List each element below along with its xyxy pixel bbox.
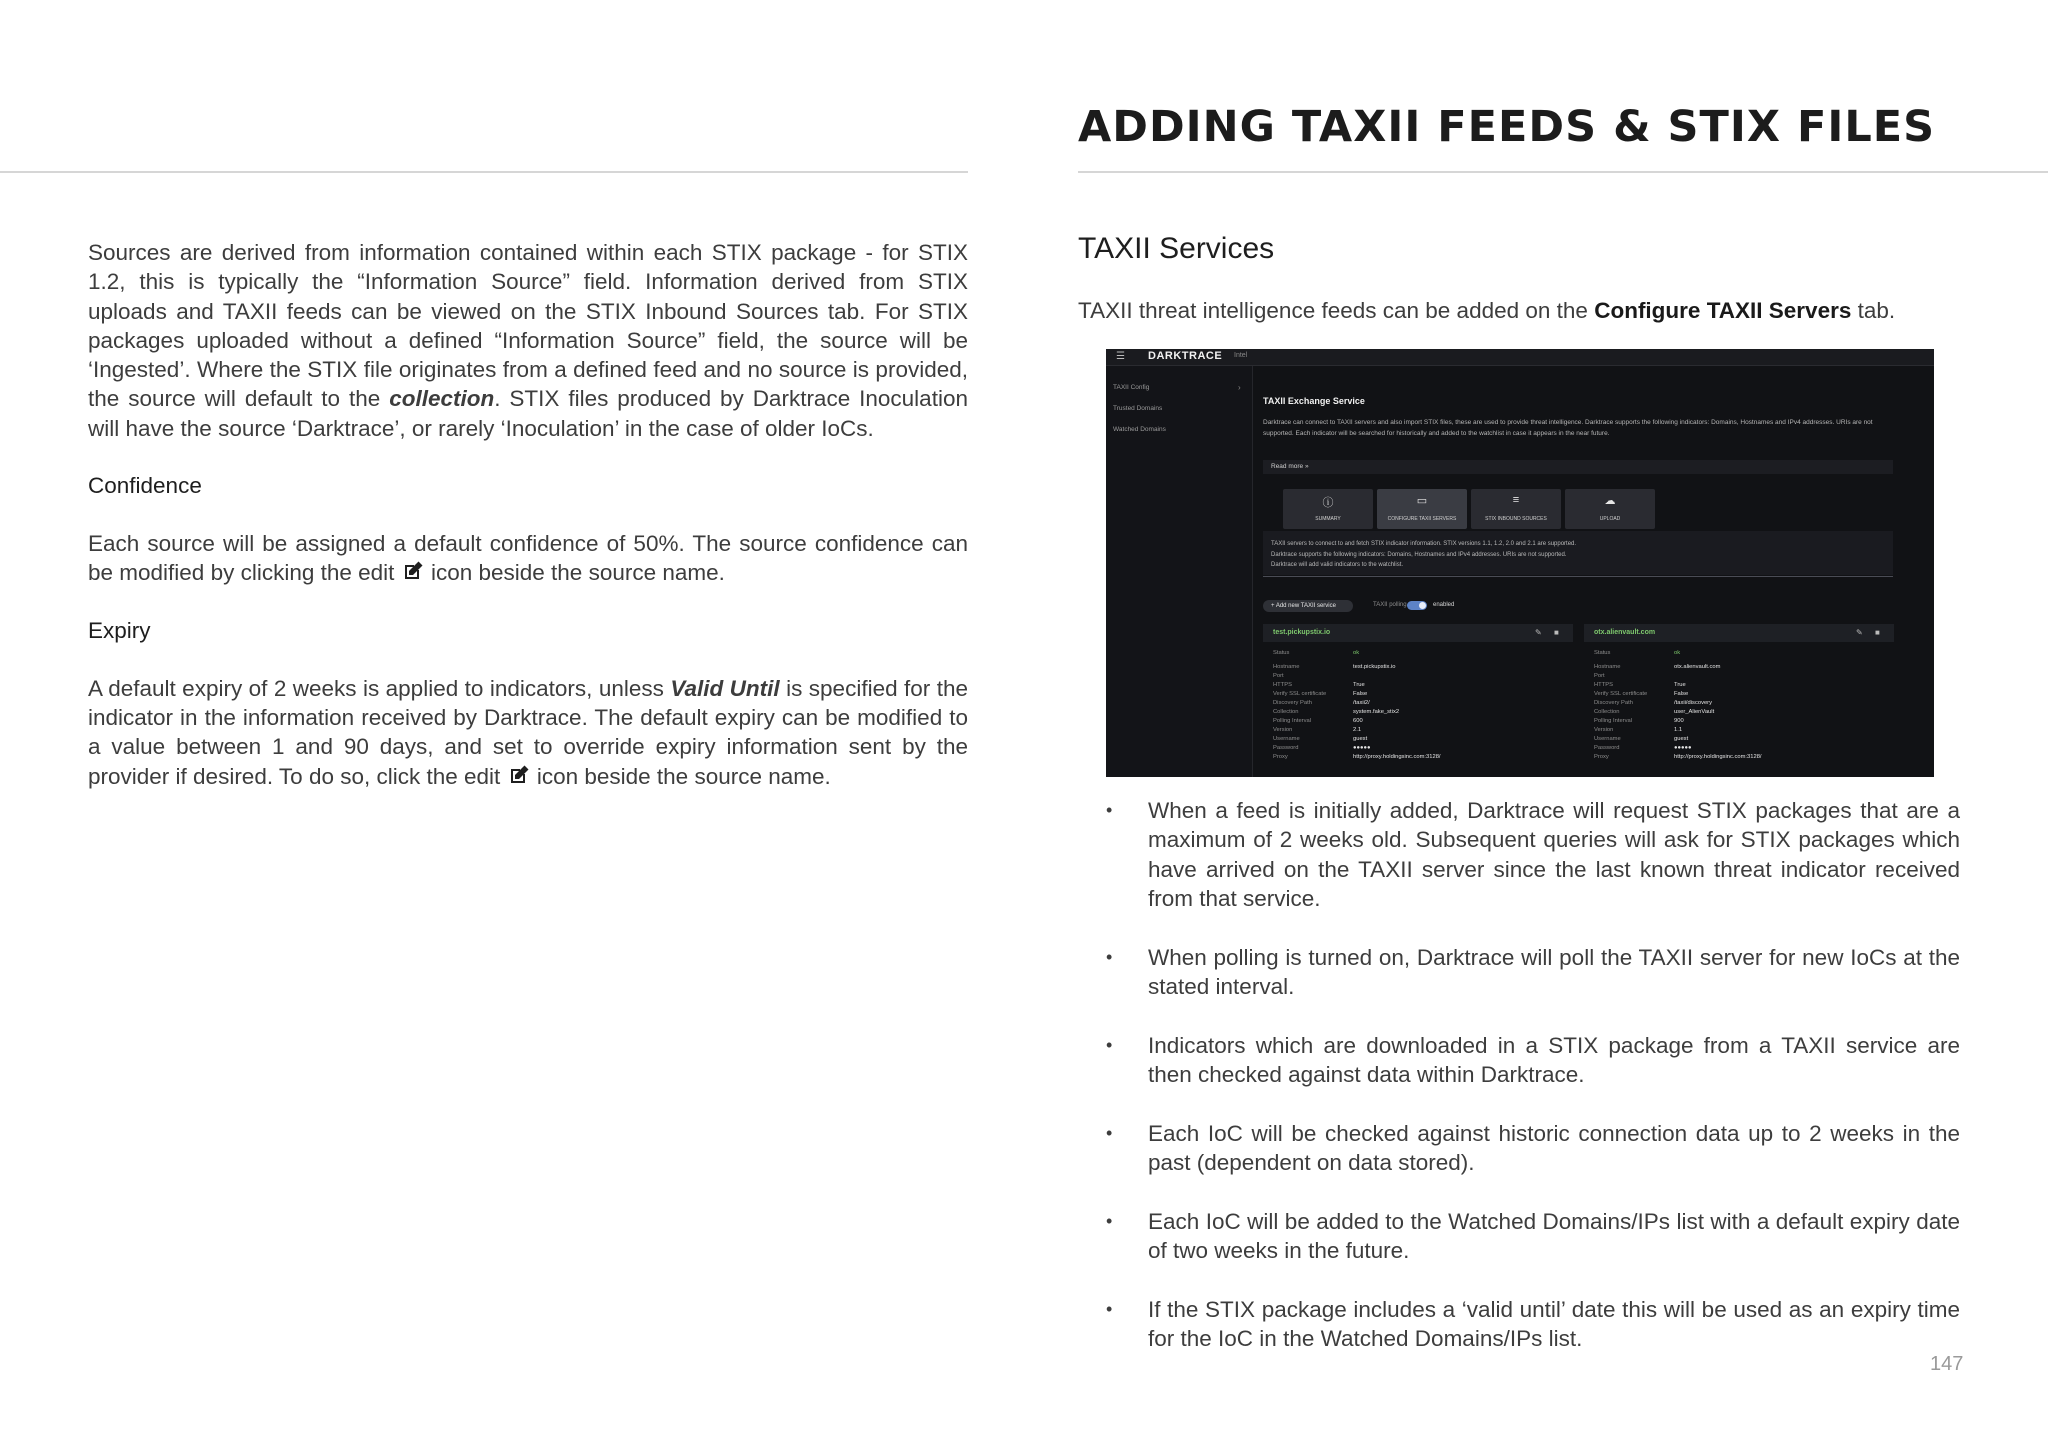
taxii-service-card xyxy=(1263,624,1573,774)
left-divider xyxy=(0,171,968,173)
confidence-text: Each source will be assigned a default confidence of 50%. The source confidence can be modified by clicking the edit xyxy=(88,531,968,586)
sources-paragraph xyxy=(88,238,968,443)
field-label: HTTPS xyxy=(1273,682,1293,688)
field-value: user_AlienVault xyxy=(1674,709,1715,715)
confidence-heading: Confidence xyxy=(88,473,202,499)
bullet-text: When polling is turned on, Darktrace will poll the TAXII server for new IoCs at the stated interval. xyxy=(1148,944,1960,999)
field-value: ok xyxy=(1353,650,1360,656)
polling-label: TAXII polling xyxy=(1373,602,1407,608)
configure-taxii-servers-emphasis: Configure TAXII Servers xyxy=(1594,298,1852,323)
left-column xyxy=(88,238,968,791)
intro-text: TAXII threat intelligence feeds can be added on the xyxy=(1078,298,1588,323)
field-label: Version xyxy=(1273,727,1293,733)
list-item xyxy=(1106,796,1960,913)
field-value: test.pickupstix.io xyxy=(1353,664,1396,670)
field-value: ●●●●● xyxy=(1674,745,1692,751)
list-item xyxy=(1106,1031,1960,1090)
field-value: guest xyxy=(1353,736,1368,742)
field-value: True xyxy=(1674,682,1686,688)
list-icon: ≡ xyxy=(1512,494,1520,506)
sidebar-item-watched-domains[interactable]: Watched Domains xyxy=(1113,426,1166,433)
taxii-bullet-list xyxy=(1106,796,1960,1383)
edit-icon[interactable]: ✎ xyxy=(1535,628,1542,637)
bullet-text: Indicators which are downloaded in a STIX package from a TAXII service are then checked against data within Darktrace. xyxy=(1148,1032,1960,1088)
field-label: Version xyxy=(1594,727,1614,733)
bullet-text: If the STIX package includes a ‘valid until’ date this will be used as an expiry time for the IoC in the Watched Domains/IPs list. xyxy=(1148,1297,1960,1352)
polling-state: enabled xyxy=(1433,602,1455,608)
bullet-dot: • xyxy=(1106,800,1113,820)
field-label: Discovery Path xyxy=(1594,700,1633,706)
field-label: Polling Interval xyxy=(1273,718,1312,724)
panel-description: Darktrace can connect to TAXII servers and also import STIX files, these are used to provide threat intelligence. Darktrace supports the following indicators: Domains, Hostnames and IPv4 addresses. URIs are not supported. Each indicator will be searched for historically and added to the watchlist in case it appears in the near future. xyxy=(1263,419,1873,437)
info-box xyxy=(1263,531,1893,575)
field-value: guest xyxy=(1674,736,1689,742)
card-hostname: test.pickupstix.io xyxy=(1273,629,1331,636)
section-title: TAXII Services xyxy=(1078,232,1275,265)
taxii-service-card xyxy=(1584,624,1894,774)
trash-icon[interactable]: ■ xyxy=(1554,628,1559,637)
main-panel xyxy=(1253,366,1934,777)
expiry-paragraph xyxy=(88,674,968,791)
field-value: http://proxy.holdingsinc.com:3128/ xyxy=(1674,754,1762,760)
field-value: /taxii/discovery xyxy=(1674,700,1713,706)
field-label: Port xyxy=(1594,673,1605,679)
field-value: http://proxy.holdingsinc.com:3128/ xyxy=(1353,754,1441,760)
field-label: Hostname xyxy=(1273,664,1300,670)
field-label: Collection xyxy=(1594,709,1620,715)
cloud-upload-icon: ☁ xyxy=(1604,495,1616,507)
field-label: Status xyxy=(1273,650,1290,656)
field-label: Username xyxy=(1594,736,1621,742)
confidence-text-end: icon beside the source name. xyxy=(430,560,725,586)
field-label: Port xyxy=(1273,673,1284,679)
field-label: Proxy xyxy=(1273,754,1288,760)
panel-title: TAXII Exchange Service xyxy=(1263,396,1365,406)
expiry-text-end: icon beside the source name. xyxy=(536,763,831,789)
field-label: Verify SSL certificate xyxy=(1594,691,1648,697)
field-label: Proxy xyxy=(1594,754,1609,760)
list-item xyxy=(1106,1119,1960,1178)
tab-label: CONFIGURE TAXII SERVERS xyxy=(1387,516,1457,522)
field-label: HTTPS xyxy=(1594,682,1614,688)
brand-logo: DARKTRACE xyxy=(1148,350,1223,362)
bullet-text: Each IoC will be added to the Watched Domains/IPs list with a default expiry date of two weeks in the future. xyxy=(1148,1208,1960,1264)
list-item xyxy=(1106,943,1960,1002)
list-item xyxy=(1106,1207,1960,1266)
bullet-dot: • xyxy=(1106,1034,1113,1055)
taxii-config-screenshot xyxy=(1106,349,1934,777)
card-header xyxy=(1584,624,1894,642)
expiry-text: A default expiry of 2 weeks is applied to indicators, unless xyxy=(88,675,664,701)
field-value: 1.1 xyxy=(1674,727,1683,733)
card-hostname: otx.alienvault.com xyxy=(1594,629,1656,636)
page-number: 147 xyxy=(1930,1353,1964,1375)
sources-text-end: . STIX files produced by Darktrace Inoculation will have the source ‘Darktrace’, or rarely ‘Inoculation’ in the case of older IoCs. xyxy=(88,386,968,441)
field-label: Password xyxy=(1273,745,1299,751)
info-line: Darktrace supports the following indicators: Domains, Hostnames and IPv4 addresses. URIs are not supported. xyxy=(1271,551,1567,558)
bullet-dot: • xyxy=(1106,1299,1113,1320)
collection-emphasis: collection xyxy=(389,386,495,412)
brand-subtitle: Intel xyxy=(1234,352,1248,359)
info-line: Darktrace will add valid indicators to the watchlist. xyxy=(1271,562,1404,568)
field-label: Hostname xyxy=(1594,664,1621,670)
page-title: ADDING TAXII FEEDS & STIX FILES xyxy=(1078,102,1936,152)
expiry-text-mid: is specified for the indicator in the information received by Darktrace. The default expiry can be modified to a value between 1 and 90 days, and set to override expiry information sent by the provider if desired. To do so, click the edit xyxy=(88,675,968,789)
bullet-dot: • xyxy=(1106,1122,1113,1143)
read-more-link[interactable]: Read more » xyxy=(1263,460,1893,474)
chevron-right-icon: › xyxy=(1238,383,1241,392)
tab-stix-inbound-sources[interactable] xyxy=(1471,489,1561,529)
tab-summary[interactable] xyxy=(1283,489,1373,529)
confidence-paragraph xyxy=(88,529,968,588)
sources-text: Sources are derived from information contained within each STIX package - for STIX 1.2, this is typically the “Information Source” field. Information derived from STIX uploads and TAXII feeds can be viewed on the STIX Inbound Sources tab. For STIX packages uploaded without a defined “Information Source” field, the source will be ‘Ingested’. Where the STIX file originates from a defined feed and no source is provided, the source will default to the xyxy=(88,240,968,412)
bullet-dot: • xyxy=(1106,946,1113,967)
tab-configure-taxii-servers[interactable] xyxy=(1377,489,1467,529)
edit-icon xyxy=(507,763,531,787)
sidebar xyxy=(1106,366,1253,777)
expiry-heading: Expiry xyxy=(88,617,151,643)
field-value: 2.1 xyxy=(1353,727,1362,733)
hamburger-menu-icon[interactable]: ☰ xyxy=(1116,351,1125,362)
field-value: ok xyxy=(1674,650,1681,656)
edit-icon[interactable]: ✎ xyxy=(1856,628,1863,637)
sidebar-item-trusted-domains[interactable]: Trusted Domains xyxy=(1113,405,1163,412)
list-item xyxy=(1106,1295,1960,1354)
field-label: Verify SSL certificate xyxy=(1273,691,1327,697)
field-value: ●●●●● xyxy=(1353,745,1371,751)
tab-label: UPLOAD xyxy=(1599,516,1621,522)
bullet-text: Each IoC will be checked against historic connection data up to 2 weeks in the past (dependent on data stored). xyxy=(1148,1120,1960,1176)
add-taxii-service-button[interactable]: + Add new TAXII service xyxy=(1263,600,1353,612)
tab-upload[interactable] xyxy=(1565,489,1655,529)
taxii-intro xyxy=(1078,298,1960,324)
right-column xyxy=(1078,232,1960,324)
field-label: Password xyxy=(1594,745,1620,751)
field-value: system.fake_stix2 xyxy=(1353,709,1400,715)
valid-until-emphasis: Valid Until xyxy=(670,675,780,701)
panel-divider xyxy=(1263,576,1893,577)
field-value: /taxii2/ xyxy=(1353,700,1370,706)
field-value: 900 xyxy=(1674,718,1684,724)
polling-toggle[interactable] xyxy=(1407,601,1427,610)
card-header xyxy=(1263,624,1573,642)
tab-label: SUMMARY xyxy=(1315,516,1341,522)
bullet-text: When a feed is initially added, Darktrace will request STIX packages that are a maximum of 2 weeks old. Subsequent queries will ask for STIX packages which have arrived on the TAXII server since the last known threat indicator received from that service. xyxy=(1148,798,1960,911)
intro-text-end: tab. xyxy=(1857,298,1896,323)
info-icon: ⓘ xyxy=(1322,497,1334,509)
field-value: True xyxy=(1353,682,1365,688)
field-label: Discovery Path xyxy=(1273,700,1312,706)
field-value: False xyxy=(1353,691,1368,697)
laptop-icon: ▭ xyxy=(1416,495,1428,507)
sidebar-item-taxii-config[interactable]: TAXII Config xyxy=(1113,384,1150,391)
field-value: otx.alienvault.com xyxy=(1674,664,1721,670)
app-topbar xyxy=(1106,349,1934,366)
field-label: Status xyxy=(1594,650,1611,656)
bullet-dot: • xyxy=(1106,1210,1113,1231)
trash-icon[interactable]: ■ xyxy=(1875,628,1880,637)
tab-label: STIX INBOUND SOURCES xyxy=(1485,516,1547,522)
field-label: Polling Interval xyxy=(1594,718,1633,724)
info-line: TAXII servers to connect to and fetch STIX indicator information. STIX versions 1.1, 1.2, 2.0 and 2.1 are supported. xyxy=(1271,541,1577,547)
field-label: Username xyxy=(1273,736,1300,742)
field-value: False xyxy=(1674,691,1689,697)
field-value: 600 xyxy=(1353,718,1363,724)
edit-icon xyxy=(401,559,425,583)
right-divider xyxy=(1078,171,2048,173)
field-label: Collection xyxy=(1273,709,1299,715)
